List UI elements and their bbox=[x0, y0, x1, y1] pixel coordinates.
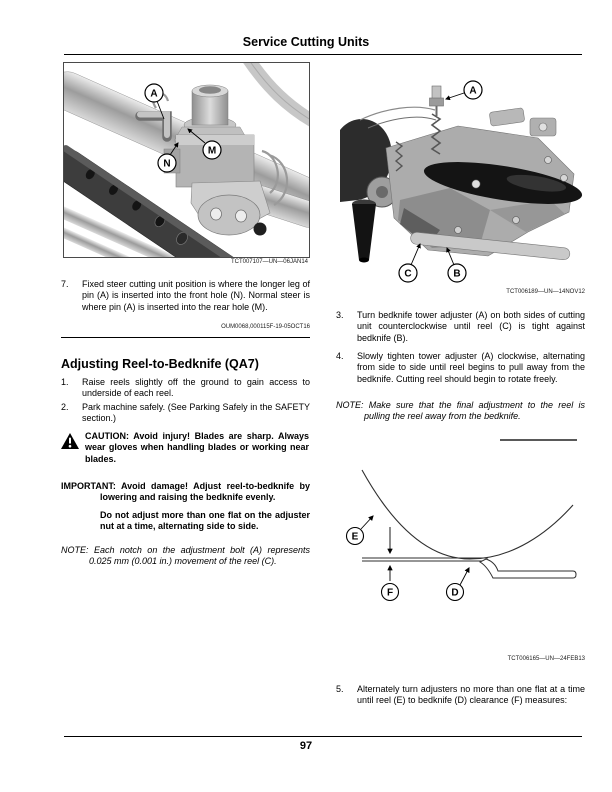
figure-cutting-unit-caption: TCT006189—UN—14NOV12 bbox=[506, 289, 585, 295]
figure-cutting-unit bbox=[340, 80, 585, 288]
callout-f bbox=[382, 584, 399, 601]
page-title: Service Cutting Units bbox=[242, 35, 370, 49]
callout-d bbox=[447, 568, 470, 601]
svg-text:A: A bbox=[150, 88, 158, 100]
svg-text:N: N bbox=[163, 158, 171, 170]
list-item-4 bbox=[336, 351, 585, 385]
list-item-5 bbox=[336, 684, 585, 707]
section-heading: Adjusting Reel-to-Bedknife (QA7) bbox=[61, 357, 259, 371]
header-rule bbox=[64, 54, 582, 55]
section-divider-rule bbox=[61, 337, 310, 338]
important-paragraph-1: IMPORTANT: Avoid damage! Adjust reel-to-bedknife by lowering and raising the bedknife evenly. bbox=[61, 481, 311, 503]
caution-block bbox=[61, 431, 310, 465]
note-block-left bbox=[61, 545, 310, 568]
list-item-text: Fixed steer cutting unit position is where the longer leg of pin (A) is inserted into the front hole (N). Normal steer is where pin (A) is inserted into the rear hole (M). bbox=[82, 279, 310, 312]
svg-text:A: A bbox=[469, 85, 477, 97]
list-item-text: Raise reels slightly off the ground to gain access to underside of each reel. bbox=[82, 377, 310, 399]
important-paragraph-2: Do not adjust more than one flat on the adjuster nut at a time, alternating side to side. bbox=[100, 509, 310, 532]
note-text: NOTE: Make sure that the final adjustment to the reel is pulling the reel away from the bedknife. bbox=[336, 400, 585, 422]
reference-code: OUM0068,000115F-19-05OCT16 bbox=[221, 324, 310, 330]
figure-clearance-caption: TCT006165—UN—24FEB13 bbox=[507, 656, 585, 662]
figure-reel-bedknife-clearance bbox=[340, 435, 585, 650]
list-item-text: Park machine safely. (See Parking Safely in the SAFETY section.) bbox=[82, 402, 310, 424]
list-item-number: 2. bbox=[61, 402, 69, 412]
list-item-3 bbox=[336, 310, 585, 344]
callout-a bbox=[446, 81, 482, 99]
figure-steering-pin bbox=[63, 62, 310, 258]
list-item-2 bbox=[61, 402, 310, 425]
clearance-diagram bbox=[340, 435, 585, 650]
svg-text:B: B bbox=[453, 268, 461, 280]
list-item-text: Turn bedknife tower adjuster (A) on both sides of cutting unit counterclockwise until reel (C) is tight against bedknife (B). bbox=[357, 310, 585, 343]
callout-c bbox=[399, 244, 420, 282]
svg-text:D: D bbox=[451, 587, 459, 599]
svg-text:E: E bbox=[351, 531, 359, 543]
svg-text:C: C bbox=[404, 268, 412, 280]
list-item-number: 5. bbox=[336, 684, 344, 694]
footer-rule bbox=[64, 736, 582, 737]
callout-e bbox=[347, 516, 374, 545]
svg-text:F: F bbox=[386, 587, 394, 599]
list-item-number: 7. bbox=[61, 279, 69, 289]
page-number: 97 bbox=[299, 740, 313, 752]
list-item-1 bbox=[61, 377, 310, 400]
cutting-unit-illustration bbox=[340, 80, 585, 288]
list-item-text: Alternately turn adjusters no more than one flat at a time until reel (E) to bedknife (D) clearance (F) measures: bbox=[357, 684, 585, 706]
figure-steering-pin-caption: TCT007107—UN—06JAN14 bbox=[230, 259, 308, 265]
important-block bbox=[61, 481, 310, 533]
caution-text: CAUTION: Avoid injury! Blades are sharp. Always wear gloves when handling blades or working near blades. bbox=[85, 431, 310, 464]
note-text: NOTE: Each notch on the adjustment bolt (A) represents 0.025 mm (0.001 in.) movement of the reel (C). bbox=[61, 545, 310, 567]
note-block-right bbox=[336, 400, 585, 423]
warning-triangle-icon bbox=[61, 433, 79, 449]
steering-pin-illustration bbox=[64, 63, 309, 257]
list-item-number: 3. bbox=[336, 310, 344, 320]
list-item-text: Slowly tighten tower adjuster (A) clockwise, alternating from side to side until reel begins to pull away from the bedknife. Cutting reel should begin to rotate freely. bbox=[357, 351, 585, 384]
list-item-number: 4. bbox=[336, 351, 344, 361]
list-item-7 bbox=[61, 279, 310, 313]
svg-text:M: M bbox=[207, 145, 217, 157]
list-item-number: 1. bbox=[61, 377, 69, 387]
